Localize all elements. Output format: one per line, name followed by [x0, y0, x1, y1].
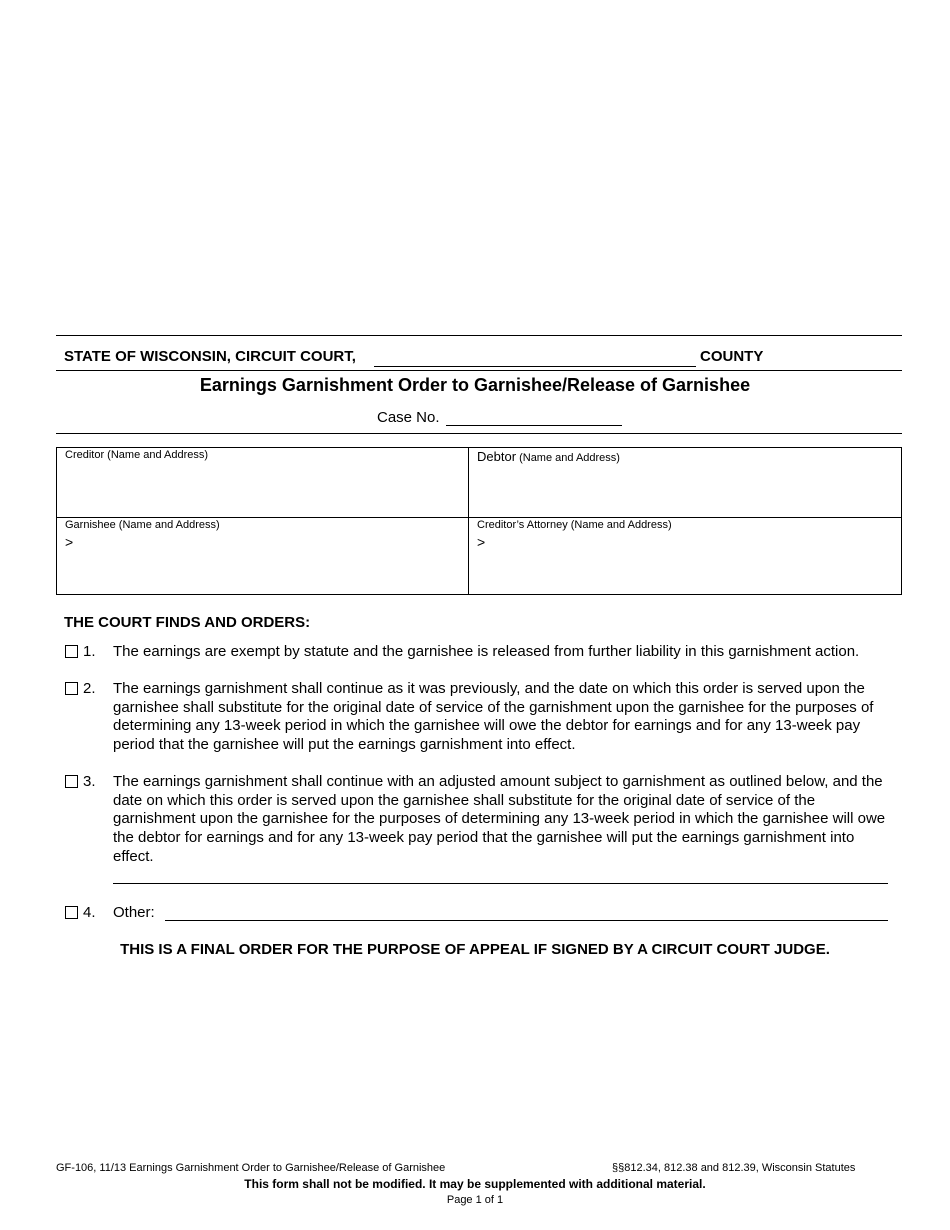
findings-heading: THE COURT FINDS AND ORDERS: [64, 614, 311, 631]
item-4-number: 4. [83, 904, 96, 921]
item-4-checkbox[interactable] [65, 906, 78, 919]
creditor-label: Creditor (Name and Address) [65, 449, 209, 461]
form-title: Earnings Garnishment Order to Garnishee/Release of Garnishee [199, 375, 751, 395]
court-heading [64, 348, 356, 365]
order-item-4 [65, 904, 895, 924]
order-item-3 [65, 773, 895, 869]
attorney-label: Creditor’s Attorney (Name and Address) [477, 519, 672, 531]
parties-box [56, 447, 902, 595]
header-rule [56, 370, 902, 371]
court-prefix: STATE OF WISCONSIN, CIRCUIT COURT, [64, 348, 356, 365]
footer-page: Page 1 of 1 [446, 1194, 504, 1206]
item-1-text: The earnings are exempt by statute and the garnishee is released from further liability in this garnishment action. [113, 643, 860, 660]
garnishee-cell[interactable] [57, 518, 469, 594]
footer-statutes: §§812.34, 812.38 and 812.39, Wisconsin Statutes [612, 1162, 856, 1174]
item-3-checkbox[interactable] [65, 775, 78, 788]
adjusted-amount-line[interactable] [113, 883, 888, 884]
item-1-number: 1. [83, 643, 96, 660]
attorney-cell[interactable] [469, 518, 901, 594]
footer-notice: This form shall not be modified. It may be supplemented with additional material. [244, 1177, 706, 1191]
creditor-cell[interactable] [57, 448, 469, 518]
order-item-1 [65, 643, 895, 663]
item-2-number: 2. [83, 680, 96, 697]
garnishee-label: Garnishee (Name and Address) [65, 519, 220, 531]
debtor-cell[interactable] [469, 448, 901, 518]
item-3-number: 3. [83, 773, 96, 790]
attorney-marker: > [477, 534, 486, 550]
garnishee-marker: > [65, 534, 74, 550]
final-order-notice: THIS IS A FINAL ORDER FOR THE PURPOSE OF APPEAL IF SIGNED BY A CIRCUIT COURT JUDGE. [120, 941, 830, 958]
case-number-label: Case No. [377, 409, 440, 426]
item-1-checkbox[interactable] [65, 645, 78, 658]
item-3-text: The earnings garnishment shall continue with an adjusted amount subject to garnishment as outlined below, and the date on which this order is served upon the garnishee shall substitute for the original date of service of the garnishment upon the garnishee for the purposes of determining any 13-week period in which the garnishee will owe the debtor for earnings and for any 13-week pay period that the garnishee will put the earnings garnishment into effect. [113, 773, 886, 865]
order-item-2 [65, 680, 895, 756]
case-rule [56, 433, 902, 434]
top-rule [56, 335, 902, 336]
case-number-field[interactable] [446, 409, 622, 426]
item-2-text: The earnings garnishment shall continue as it was previously, and the date on which this order is served upon the garnishee shall substitute for the original date of service of the garnishment upon the garnishee for the purposes of determining any 13-week period in which the garnishee will owe the debtor for earnings and for any 13-week pay period that the garnishee will put the earnings garnishment into effect. [113, 680, 874, 754]
county-label: COUNTY [700, 348, 764, 365]
footer-form-id: GF-106, 11/13 Earnings Garnishment Order to Garnishee/Release of Garnishee [56, 1162, 446, 1174]
item-2-checkbox[interactable] [65, 682, 78, 695]
item-4-text: Other: [113, 904, 155, 921]
county-field[interactable] [374, 348, 696, 367]
debtor-label: Debtor (Name and Address) [477, 449, 620, 464]
other-line[interactable] [165, 920, 888, 921]
